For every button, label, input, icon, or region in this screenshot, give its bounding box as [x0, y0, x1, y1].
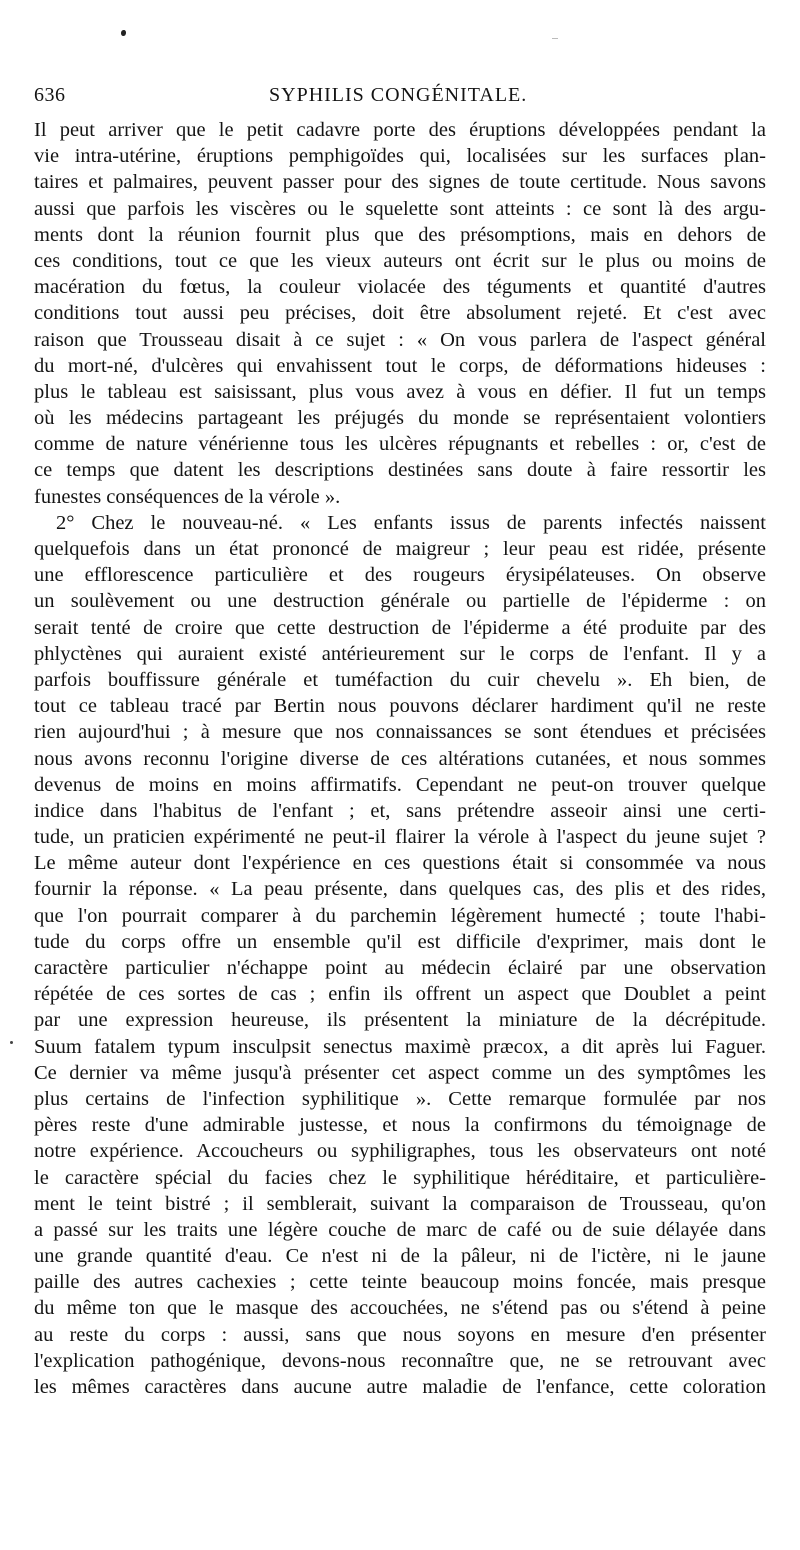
- text-line: une grande quantité d'eau. Ce n'est ni de la pâleur, ni de l'ictère, ni le jaune: [34, 1245, 766, 1268]
- text-line: comme de nature vénérienne tous les ulcères répugnants et rebelles : or, c'est de: [34, 433, 766, 456]
- text-line: caractère particulier n'échappe point au médecin éclairé par une observation: [34, 957, 766, 979]
- text-line: parfois bouffissure générale et tuméfaction du cuir chevelu ». Eh bien, de: [34, 668, 766, 691]
- text-line: tout ce tableau tracé par Bertin nous pouvons déclarer hardiment qu'il ne reste: [34, 695, 766, 718]
- text-line: répétée de ces sortes de cas ; enfin ils offrent un aspect que Doublet a peint: [34, 983, 766, 1006]
- text-line: ces conditions, tout ce que les vieux auteurs ont écrit sur le plus ou moins de: [34, 249, 766, 272]
- page-header: [34, 84, 766, 114]
- text-line: le caractère spécial du facies chez le syphilitique héréditaire, et particulière-: [34, 1166, 766, 1189]
- text-line: où les médecins partageant les préjugés du monde se représentaient volontiers: [34, 407, 766, 430]
- text-line: paille des autres cachexies ; cette teinte beaucoup moins foncée, mais presque: [34, 1271, 766, 1294]
- text-line: devenus de moins en moins affirmatifs. Cependant ne peut-on trouver quelque: [34, 773, 766, 796]
- text-line: aussi que parfois les viscères ou le squelette sont atteints : ce sont là des argu-: [34, 197, 766, 220]
- text-line: raison que Trousseau disait à ce sujet : « On vous parlera de l'aspect général: [34, 328, 766, 351]
- text-line: nous avons reconnu l'origine diverse de ces altérations cutanées, et nous sommes: [34, 747, 766, 770]
- text-line: Suum fatalem typum insculpsit senectus maximè præcox, a dit après lui Faguer.: [34, 1035, 766, 1058]
- text-line: 2° Chez le nouveau-né. « Les enfants issus de parents infectés naissent: [56, 511, 766, 534]
- text-line: phlyctènes qui auraient existé antérieurement sur le corps de l'enfant. Il y a: [34, 642, 766, 665]
- text-line: notre expérience. Accoucheurs ou syphiligraphes, tous les observateurs ont noté: [34, 1140, 766, 1163]
- text-line: ce temps que datent les descriptions destinées sans doute à faire ressortir les: [34, 459, 766, 482]
- page-number: 636: [34, 84, 66, 106]
- text-line: plus le tableau est saisissant, plus vous avez à vous en défier. Il fut un temps: [34, 380, 766, 403]
- text-line: indice dans l'habitus de l'enfant ; et, sans prétendre asseoir ainsi une certi-: [34, 799, 766, 822]
- text-line: pères reste d'une admirable justesse, et nous la confirmons du témoignage de: [34, 1114, 766, 1137]
- text-line: quelquefois dans un état prononcé de maigreur ; leur peau est ridée, présente: [34, 538, 766, 560]
- text-line: l'explication pathogénique, devons-nous reconnaître que, ne se retrouvant avec: [34, 1349, 766, 1372]
- text-line: conditions tout aussi peu précises, doit être absolument rejeté. Et c'est avec: [34, 302, 766, 325]
- text-line: macération du fœtus, la couleur violacée des téguments et quantité d'autres: [34, 276, 766, 299]
- text-line: par une expression heureuse, ils présentent la miniature de la décrépitude.: [34, 1009, 766, 1032]
- text-line: au reste du corps : aussi, sans que nous soyons en mesure d'en présenter: [34, 1323, 766, 1346]
- text-line: a passé sur les traits une légère couche de marc de café ou de suie délayée dans: [34, 1218, 766, 1241]
- margin-mark: [10, 1041, 13, 1044]
- ink-speck: [121, 30, 126, 36]
- text-line: ments dont la réunion fournit plus que des présomptions, mais en dehors de: [34, 223, 766, 246]
- text-line: une efflorescence particulière et des rougeurs érysipélateuses. On observe: [34, 564, 766, 587]
- text-line: taires et palmaires, peuvent passer pour des signes de toute certitude. Nous savons: [34, 171, 766, 194]
- running-title: SYPHILIS CONGÉNITALE.: [269, 84, 528, 106]
- text-line: Il peut arriver que le petit cadavre porte des éruptions développées pendant la: [34, 119, 766, 141]
- text-line: plus certains de l'infection syphilitique ». Cette remarque formulée par nos: [34, 1087, 766, 1110]
- text-line: funestes conséquences de la vérole ».: [34, 485, 341, 508]
- text-line: un soulèvement ou une destruction générale ou partielle de l'épiderme : on: [34, 590, 766, 613]
- text-line: ment le teint bistré ; il semblerait, suivant la comparaison de Trousseau, qu'on: [34, 1192, 766, 1215]
- text-line: Ce dernier va même jusqu'à présenter cet aspect comme un des symptômes les: [34, 1061, 766, 1084]
- body-text: [34, 117, 766, 1400]
- text-line: les mêmes caractères dans aucune autre maladie de l'enfance, cette coloration: [34, 1376, 766, 1398]
- text-line: tude du corps offre un ensemble qu'il est difficile d'exprimer, mais dont le: [34, 930, 766, 953]
- paper-mark: [552, 38, 558, 39]
- text-line: fournir la réponse. « La peau présente, dans quelques cas, des plis et des rides,: [34, 878, 766, 901]
- text-line: vie intra-utérine, éruptions pemphigoïdes qui, localisées sur les surfaces plan-: [34, 145, 766, 168]
- text-line: du mort-né, d'ulcères qui envahissent tout le corps, de déformations hideuses :: [34, 354, 766, 377]
- text-line: rien aujourd'hui ; à mesure que nos connaissances se sont étendues et précisées: [34, 721, 766, 744]
- text-line: du même ton que le masque des accouchées, ne s'étend pas ou s'étend à peine: [34, 1297, 766, 1320]
- text-line: serait tenté de croire que cette destruction de l'épiderme a été produite par des: [34, 616, 766, 639]
- text-line: tude, un praticien expérimenté ne peut-il flairer la vérole à l'aspect du jeune sujet ?: [34, 826, 766, 849]
- text-line: que l'on pourrait comparer à du parchemin légèrement humecté ; toute l'habi-: [34, 904, 766, 927]
- text-line: Le même auteur dont l'expérience en ces questions était si consommée va nous: [34, 852, 766, 875]
